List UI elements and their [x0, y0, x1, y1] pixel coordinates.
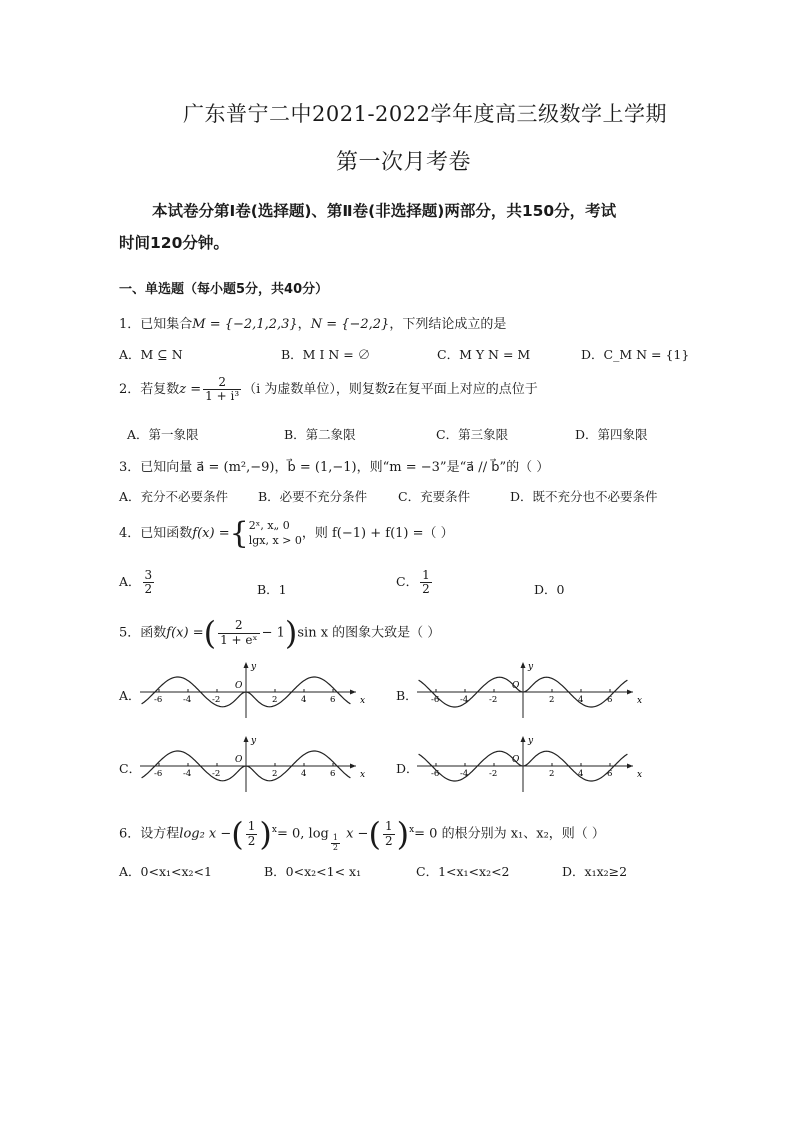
y-axis-label: y — [528, 736, 534, 746]
q6-exp-2: x — [409, 825, 415, 836]
q6-log-base-num: 1 — [332, 832, 338, 842]
q5-option-b-label[interactable]: B． — [396, 688, 418, 703]
q3-option-c[interactable]: C．充要条件 — [398, 489, 471, 504]
x-tick-label: -2 — [489, 769, 498, 779]
q5-stem-tail: sin x 的图象大致是（ ） — [297, 625, 441, 641]
origin-label: O — [512, 755, 520, 765]
q3-option-a[interactable]: A．充分不必要条件 — [119, 489, 229, 504]
q6-stem-tail: = 0 的根分别为 x₁、x₂，则（ ） — [414, 826, 605, 842]
q1-sep: ， — [297, 317, 311, 332]
x-tick-label: 6 — [607, 695, 613, 705]
q1-set-n: N = {−2,2} — [310, 317, 390, 332]
x-tick-label: -2 — [212, 769, 221, 779]
q6-eq-mid: = 0, log — [276, 826, 329, 842]
q1-option-c[interactable]: C．M Y N = M — [437, 347, 531, 362]
x-axis-arrow — [627, 764, 633, 769]
y-axis-arrow — [521, 736, 526, 742]
q6-log-base — [331, 834, 340, 853]
x-tick-label: -6 — [154, 695, 163, 705]
q6-half-1 — [246, 820, 258, 847]
x-tick-label: 2 — [272, 695, 278, 705]
q4-piecewise — [249, 519, 302, 548]
q2-stem-tail: （i 为虚数单位），则复数z̄在复平面上对应的点位于 — [243, 382, 538, 398]
origin-label: O — [235, 755, 243, 765]
q2-frac-den: 1 + i³ — [205, 389, 240, 404]
q3-option-d[interactable]: D．既不充分也不必要条件 — [510, 489, 658, 504]
q1-set-m: M = {−2,1,2,3} — [192, 317, 298, 332]
x-tick-label: -4 — [183, 769, 192, 779]
x-tick-label: 2 — [549, 695, 555, 705]
origin-label: O — [235, 681, 243, 691]
q1-stem-tail: ，下列结论成立的是 — [389, 317, 507, 332]
q2-option-a[interactable]: A．第一象限 — [127, 427, 199, 442]
q6-option-d[interactable]: D．x₁x₂≥2 — [562, 864, 628, 879]
q2-z-eq: z = — [179, 382, 202, 398]
x-tick-label: 4 — [301, 695, 307, 705]
x-axis-label: x — [360, 696, 366, 706]
x-tick-label: 6 — [330, 769, 336, 779]
x-tick-label: -6 — [154, 769, 163, 779]
x-axis-label: x — [637, 770, 643, 780]
q2-frac-num: 2 — [203, 376, 241, 390]
q5-stem-text: 5．函数 — [119, 625, 167, 641]
q5-frac-den: 1 + eˣ — [220, 632, 258, 647]
page-title-line2: 第一次月考卷 — [336, 150, 472, 175]
question-1-stem — [119, 313, 506, 332]
x-axis-label: x — [637, 696, 643, 706]
q4-option-b[interactable]: B．1 — [257, 582, 287, 597]
q5-paren-open: ( — [203, 614, 217, 652]
x-tick-label: 4 — [578, 769, 584, 779]
q4-option-a[interactable] — [119, 569, 156, 596]
q5-fx: f(x) = — [166, 625, 204, 641]
q4-stem-text: 4．已知函数 — [119, 526, 193, 541]
exam-intro-line2: 时间120分钟。 — [119, 234, 229, 252]
q4-opt-c-den: 2 — [422, 582, 430, 597]
q3-option-b[interactable]: B．必要不充分条件 — [258, 489, 368, 504]
q6-half-1-num: 1 — [247, 819, 256, 834]
q1-option-d[interactable]: D．C_M N = {1} — [581, 347, 690, 362]
q6-paren-close-1: ) — [259, 815, 272, 853]
q5-option-c-label[interactable]: C． — [119, 761, 142, 776]
q4-option-c[interactable] — [396, 569, 434, 596]
q4-opt-c-num: 1 — [422, 568, 430, 582]
q5-paren-close: ) — [284, 614, 298, 652]
x-tick-label: 2 — [549, 769, 555, 779]
q4-opt-a-den: 2 — [144, 582, 153, 597]
q6-paren-close-2: ) — [396, 815, 410, 853]
x-tick-label: 6 — [607, 769, 613, 779]
q4-fx: f(x) = — [192, 526, 230, 541]
q5-option-d-label[interactable]: D． — [396, 761, 419, 776]
question-4-stem — [119, 516, 454, 551]
q4-case-1: 2ˣ, x„ 0 — [248, 519, 290, 533]
q6-paren-open-2: ( — [368, 815, 381, 853]
page-title-line1: 广东普宁二中2021-2022学年度高三级数学上学期 — [183, 102, 667, 126]
q5-graph-c[interactable] — [138, 732, 368, 794]
x-tick-label: 6 — [330, 695, 336, 705]
y-axis-label: y — [251, 736, 257, 746]
x-tick-label: 4 — [578, 695, 584, 705]
x-axis-arrow — [350, 690, 356, 695]
q4-case-2: lgx, x > 0 — [248, 533, 302, 547]
q5-graph-b[interactable] — [415, 658, 645, 720]
q6-exp-1: x — [271, 825, 277, 836]
q6-eq-part2: x − — [341, 826, 369, 842]
q5-option-a-label[interactable]: A． — [119, 688, 141, 703]
q4-opt-c-label: C． — [396, 574, 419, 590]
q2-stem-text: 2．若复数 — [119, 382, 180, 398]
x-tick-label: -2 — [489, 695, 498, 705]
q5-minus-one: − 1 — [261, 625, 285, 641]
q4-opt-a-num: 3 — [144, 568, 153, 582]
q6-stem-text: 6．设方程 — [119, 826, 180, 842]
q5-frac-num: 2 — [218, 619, 260, 633]
x-tick-label: -6 — [431, 695, 440, 705]
q5-graph-d[interactable] — [415, 732, 645, 794]
x-tick-label: -4 — [460, 695, 469, 705]
section-heading: 一、单选题（每小题5分，共40分） — [119, 282, 329, 297]
q1-option-a[interactable]: A．M ⊆ N — [119, 347, 183, 362]
question-6-stem — [119, 815, 605, 853]
q6-half-2-den: 2 — [384, 833, 393, 848]
x-tick-label: -4 — [183, 695, 192, 705]
q6-log-base-den: 2 — [332, 842, 338, 852]
question-2-stem — [119, 376, 538, 403]
origin-label: O — [512, 681, 520, 691]
question-3-stem: 3．已知向量 a⃗ = (m²,−9)，b⃗ = (1,−1)，则“m = −3”是“a⃗ // b⃗”的（ ） — [119, 460, 550, 475]
q6-half-2-num: 1 — [384, 819, 393, 834]
q4-option-d[interactable]: D．0 — [534, 582, 565, 597]
y-axis-label: y — [251, 662, 257, 672]
y-axis-arrow — [244, 662, 249, 668]
q6-eq-part1: log₂ x − — [179, 826, 232, 842]
q6-half-2 — [383, 820, 395, 847]
q1-stem-text: 1．已知集合 — [119, 317, 193, 332]
q4-opt-a-fraction — [143, 569, 155, 596]
q5-graph-a[interactable] — [138, 658, 368, 720]
q2-option-c[interactable]: C．第三象限 — [436, 427, 509, 442]
x-axis-label: x — [360, 770, 366, 780]
y-axis-arrow — [521, 662, 526, 668]
x-axis-arrow — [627, 690, 633, 695]
x-tick-label: 2 — [272, 769, 278, 779]
question-5-stem — [119, 614, 440, 652]
q2-option-d[interactable]: D．第四象限 — [575, 427, 648, 442]
x-tick-label: -2 — [212, 695, 221, 705]
q4-opt-a-label: A． — [119, 574, 141, 590]
x-tick-label: 4 — [301, 769, 307, 779]
q6-option-b[interactable]: B．0<x₂<1< x₁ — [264, 864, 362, 879]
q6-half-1-den: 2 — [247, 833, 256, 848]
q1-option-b[interactable]: B．M I N = ∅ — [281, 347, 371, 362]
x-tick-label: -4 — [460, 769, 469, 779]
q2-fraction — [203, 376, 241, 403]
q2-option-b[interactable]: B．第二象限 — [284, 427, 356, 442]
x-tick-label: -6 — [431, 769, 440, 779]
q4-stem-tail: ，则 f(−1) + f(1) =（ ） — [301, 526, 454, 541]
q5-fraction — [218, 619, 260, 646]
x-axis-arrow — [350, 764, 356, 769]
y-axis-label: y — [528, 662, 534, 672]
q6-option-a[interactable]: A．0<x₁<x₂<1 — [119, 864, 212, 879]
q4-opt-c-fraction — [420, 569, 432, 596]
q4-brace: { — [229, 516, 249, 551]
q6-paren-open-1: ( — [231, 815, 244, 853]
exam-intro-line1: 本试卷分第Ⅰ卷(选择题)、第Ⅱ卷(非选择题)两部分，共150分，考试 — [152, 202, 617, 220]
q6-option-c[interactable]: C．1<x₁<x₂<2 — [416, 864, 510, 879]
y-axis-arrow — [244, 736, 249, 742]
